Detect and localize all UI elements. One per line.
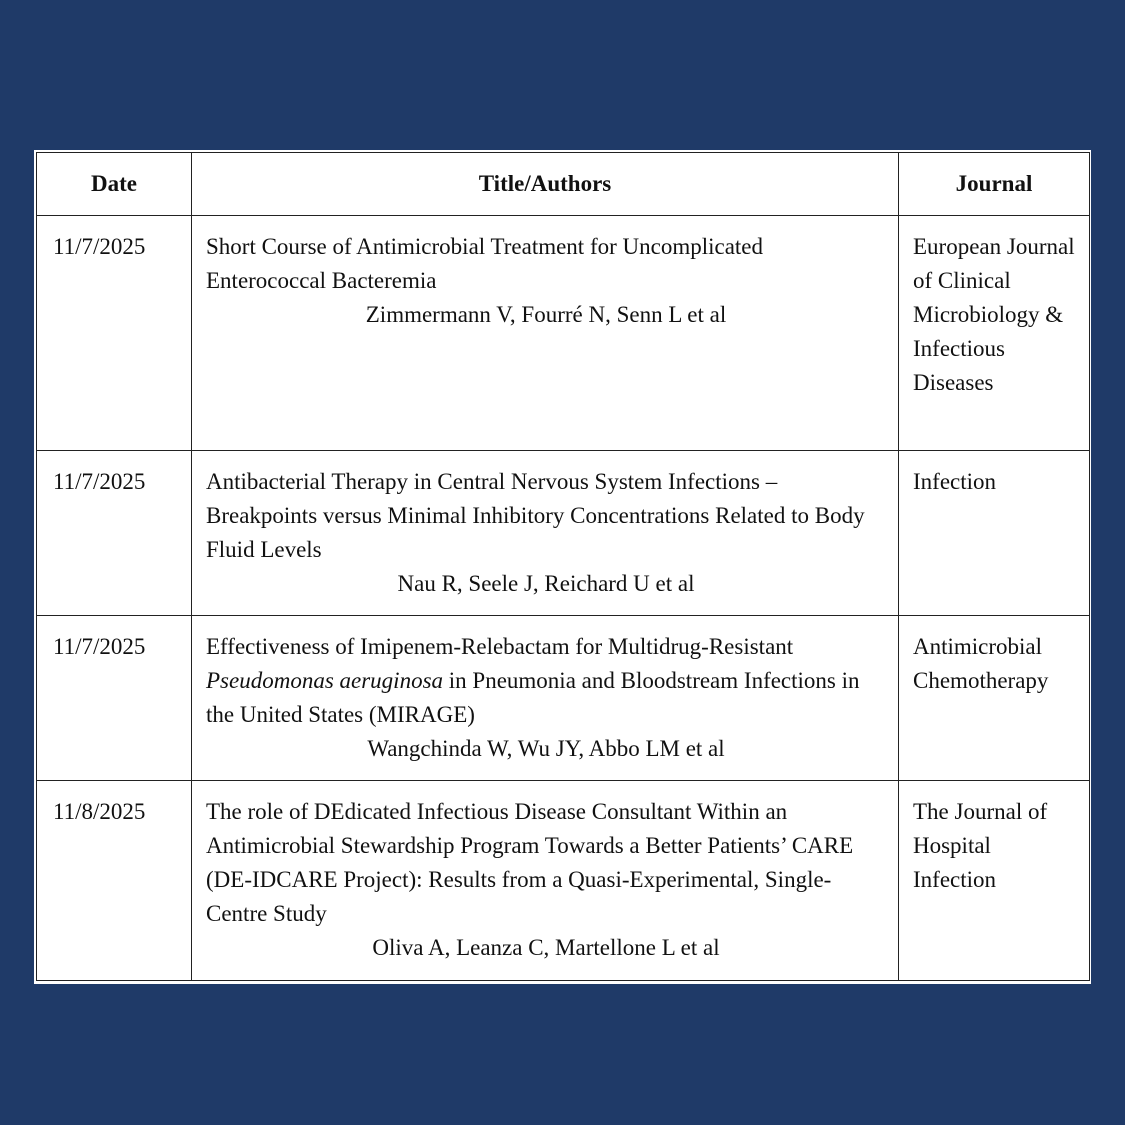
- journal-column-header: Journal: [899, 153, 1090, 216]
- table-row: [37, 216, 1090, 451]
- article-title-end: in Pneumonia and Bloodstream Infections in the United States (MIRAGE): [206, 668, 860, 727]
- article-authors: Nau R, Seele J, Reichard U et al: [397, 571, 695, 596]
- title-authors-cell: [192, 781, 899, 981]
- article-authors: Wangchinda W, Wu JY, Abbo LM et al: [367, 736, 725, 761]
- article-title: The role of DEdicated Infectious Disease Consultant Within an Antimicrobial Stewardship Program Towards a Better Patients’ CARE (DE-IDCARE Project): Results from a Quasi-Experimental, Single-Centre Study: [206, 799, 854, 926]
- table-row: [37, 451, 1090, 616]
- date-column-header: Date: [37, 153, 192, 216]
- date-cell: 11/7/2025: [37, 616, 192, 781]
- table-header-row: [37, 153, 1090, 216]
- publications-table: [36, 152, 1090, 981]
- title-authors-cell: [192, 216, 899, 451]
- journal-cell: Infection: [899, 451, 1090, 616]
- article-authors: Oliva A, Leanza C, Martellone L et al: [372, 935, 720, 960]
- article-authors: Zimmermann V, Fourré N, Senn L et al: [365, 302, 727, 327]
- table-row: [37, 781, 1090, 981]
- title-authors-column-header: Title/Authors: [192, 153, 899, 216]
- article-title-start: Effectiveness of Imipenem-Relebactam for Multidrug-Resistant: [206, 634, 794, 659]
- date-cell: 11/7/2025: [37, 216, 192, 451]
- article-title: Short Course of Antimicrobial Treatment for Uncomplicated Enterococcal Bacteremia: [206, 234, 764, 293]
- date-cell: 11/8/2025: [37, 781, 192, 981]
- journal-cell: The Journal of Hospital Infection: [899, 781, 1090, 981]
- title-authors-cell: [192, 451, 899, 616]
- title-authors-cell: [192, 616, 899, 781]
- journal-cell: Antimicrobial Chemotherapy: [899, 616, 1090, 781]
- table-row: [37, 616, 1090, 781]
- journal-cell: European Journal of Clinical Microbiology & Infectious Diseases: [899, 216, 1090, 451]
- date-cell: 11/7/2025: [37, 451, 192, 616]
- organism-name: Pseudomonas aeruginosa: [206, 668, 444, 693]
- article-title: Antibacterial Therapy in Central Nervous System Infections – Breakpoints versus Minimal Inhibitory Concentrations Related to Body Fluid Levels: [206, 469, 865, 562]
- article-title: [206, 630, 886, 732]
- publications-card: [34, 150, 1091, 984]
